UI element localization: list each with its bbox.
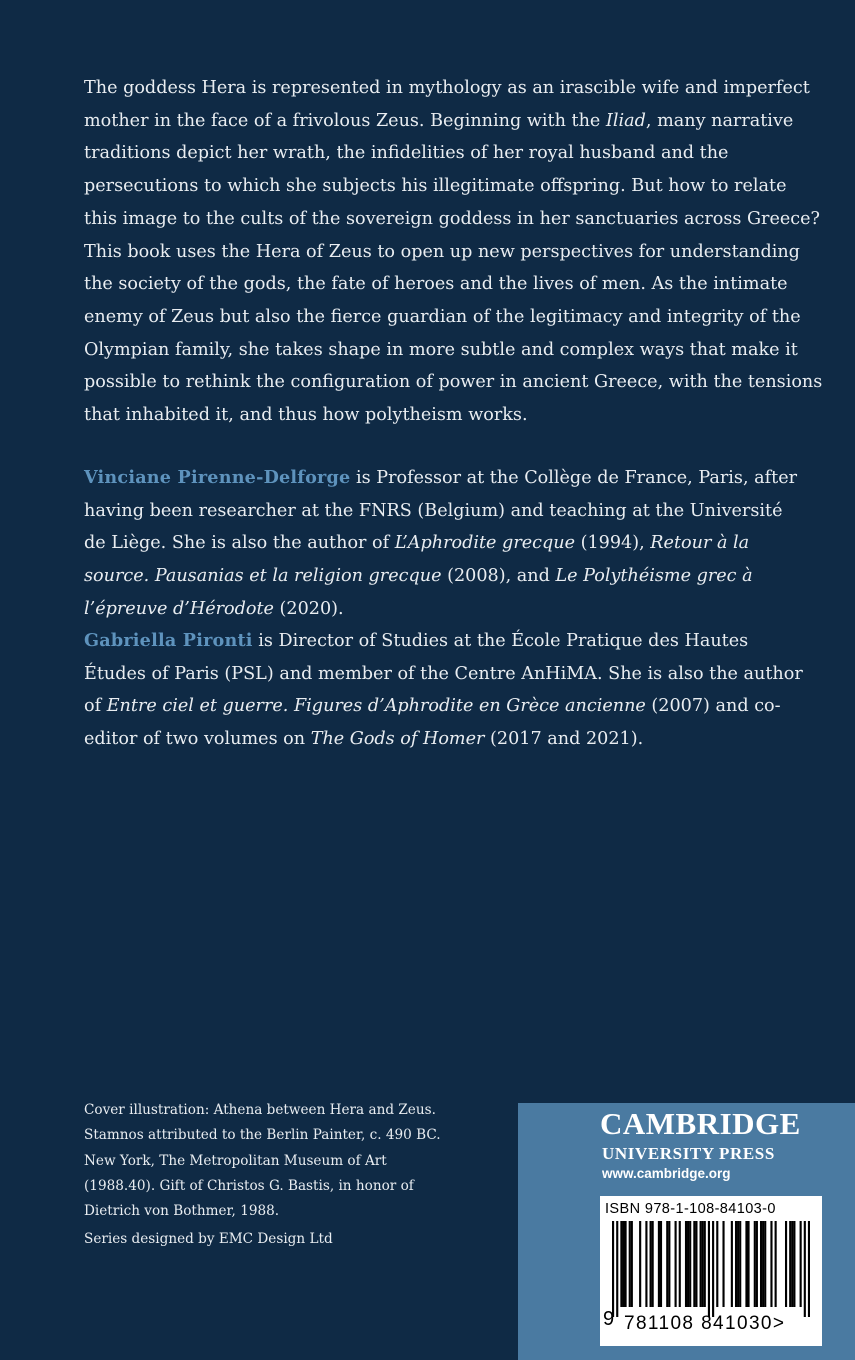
isbn-label: ISBN 978-1-108-84103-0 [605, 1201, 776, 1217]
barcode-bar [764, 1221, 766, 1307]
barcode-bar [747, 1221, 749, 1307]
barcode-bar [660, 1221, 662, 1307]
barcode-bar [631, 1221, 633, 1307]
barcode-bar [789, 1221, 791, 1307]
ean-lead-digit: 9 [603, 1308, 615, 1330]
credit-line: (1988.40). Gift of Christos G. Bastis, in honor of [84, 1177, 414, 1194]
ean-end-mark: > [772, 1313, 786, 1334]
publisher-press-line: UNIVERSITY PRESS [602, 1144, 775, 1163]
barcode-bar [745, 1221, 747, 1307]
barcode-bar [800, 1221, 802, 1307]
barcode-bar [785, 1221, 787, 1307]
credit-line: Dietrich von Bothmer, 1988. [84, 1203, 280, 1220]
publisher-panel [518, 1103, 855, 1360]
barcode-bar [675, 1221, 677, 1307]
barcode-bar [666, 1221, 668, 1307]
barcode-image [612, 1221, 810, 1317]
barcode-bar [658, 1221, 660, 1307]
bio1-text-2: (1994), [575, 533, 651, 554]
author-name-1: Vinciane Pirenne-Delforge [84, 467, 351, 488]
bio2-book-2: The Gods of Homer [310, 729, 485, 750]
cover-credits [84, 1098, 464, 1224]
author-bio-1 [84, 462, 804, 626]
barcode-bar [702, 1221, 704, 1307]
barcode-bar [716, 1221, 718, 1307]
barcode-bar [639, 1221, 641, 1307]
blurb-text-1: The goddess Hera is represented in mythology as an irascible wife and imperfect mother in the face of a frivolous Zeus. Beginning with the [84, 78, 810, 131]
barcode-bar [612, 1221, 614, 1317]
barcode-bar [793, 1221, 795, 1307]
barcode-bar [616, 1221, 618, 1317]
barcode-bar [704, 1221, 706, 1307]
barcode-bar [679, 1221, 681, 1307]
bio2-text-2: (2007) and co-editor of two volumes on [84, 696, 781, 750]
barcode-bar [737, 1221, 739, 1307]
barcode-bar [622, 1221, 624, 1307]
barcode-bar [620, 1221, 622, 1307]
barcode-bar [762, 1221, 764, 1307]
barcode-bar [645, 1221, 647, 1307]
barcode-bar [735, 1221, 737, 1307]
bio1-text-1: is Professor at the Collège de France, Paris, after having been researcher at the FNRS (Belgium) and teaching at the Université de Liège. She is also the author of [84, 468, 798, 554]
blurb-title-iliad: Iliad [605, 110, 646, 131]
barcode-bar [804, 1221, 806, 1317]
credit-line: New York, The Metropolitan Museum of Art [84, 1152, 387, 1169]
barcode-bar [668, 1221, 670, 1307]
barcode-bar [650, 1221, 652, 1307]
publisher-url: www.cambridge.org [602, 1166, 731, 1181]
barcode-bar [629, 1221, 631, 1307]
barcode-bar [695, 1221, 697, 1307]
bio2-book-1: Entre ciel et guerre. Figures d’Aphrodite en Grèce ancienne [106, 696, 646, 717]
series-credit: Series designed by EMC Design Ltd [84, 1231, 333, 1247]
barcode-bar [770, 1221, 772, 1307]
barcode-bar [685, 1221, 687, 1307]
barcode-box [600, 1196, 822, 1346]
barcode-bar [754, 1221, 756, 1307]
barcode-bar [731, 1221, 733, 1307]
barcode-bar [652, 1221, 654, 1307]
ean-digits [624, 1313, 785, 1335]
ean-number: 781108 841030 [624, 1313, 773, 1334]
barcode-bar [722, 1221, 724, 1307]
barcode-bar [760, 1221, 762, 1307]
barcode-bar [756, 1221, 758, 1307]
credit-line: Stamnos attributed to the Berlin Painter, c. 490 BC. [84, 1127, 441, 1144]
author-bio-2 [84, 625, 804, 756]
credit-line: Cover illustration: Athena between Hera and Zeus. [84, 1102, 436, 1118]
bio2-text-3: (2017 and 2021). [484, 729, 644, 750]
publisher-logo: CAMBRIDGE [600, 1106, 801, 1141]
bio1-book-3: Le Polythéisme grec à l’épreuve d’Hérodote [84, 566, 753, 619]
barcode-bar [693, 1221, 695, 1307]
bio1-book-1: L’Aphrodite grecque [394, 533, 576, 554]
barcode-bar [689, 1221, 691, 1307]
barcode-bar [775, 1221, 777, 1307]
blurb-paragraph [84, 72, 824, 432]
barcode-bar [712, 1221, 714, 1317]
bio1-book-2: Retour à la source. Pausanias et la religion grecque [84, 533, 750, 587]
barcode-bar [687, 1221, 689, 1307]
barcode-bar [808, 1221, 810, 1317]
barcode-bar [708, 1221, 710, 1317]
barcode-bar [791, 1221, 793, 1307]
author-name-2: Gabriella Pironti [84, 630, 253, 651]
barcode-bar [625, 1221, 627, 1307]
bio2-text-1: is Director of Studies at the École Pratique des Hautes Études of Paris (PSL) and member of the Centre AnHiMA. She is also the author of [84, 631, 803, 717]
barcode-bar [700, 1221, 702, 1307]
blurb-text-2: , many narrative traditions depict her wrath, the infidelities of her royal husband and the persecutions to which she subjects his illegitimate offspring. But how to relate this image to the cults of the sovereign goddess in her sanctuaries across Greece? This book uses the Hera of Zeus to open up new perspectives for understanding the society of the gods, the fate of heroes and the lives of men. As the intimate enemy of Zeus but also the fierce guardian of the legitimacy and integrity of the Olympian family, she takes shape in more subtle and complex ways that make it possible to rethink the configuration of power in ancient Greece, with the tensions that inhabited it, and thus how polytheism works. [84, 110, 823, 426]
bio1-text-3: (2008), and [441, 566, 556, 587]
barcode-bar [739, 1221, 741, 1307]
bio1-text-4: (2020). [273, 598, 344, 619]
